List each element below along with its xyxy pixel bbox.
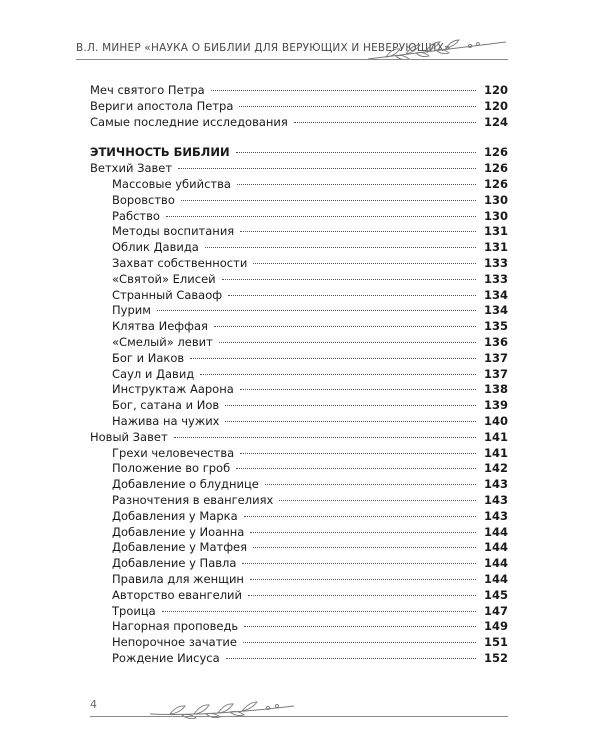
toc-entry-page: 147	[483, 603, 508, 618]
page-number: 4	[90, 698, 97, 711]
toc-entry-title: Разночтения в евангелиях	[112, 492, 274, 507]
toc-entry[interactable]	[90, 446, 508, 462]
dot-leader	[228, 295, 476, 296]
toc-entry-page: 140	[483, 413, 508, 428]
laurel-sprig-icon	[144, 698, 304, 722]
toc-entry-title: Добавление у Павла	[112, 556, 237, 571]
footer-rule	[90, 716, 508, 717]
subsection-page: 141	[483, 429, 508, 444]
toc-entry[interactable]	[90, 588, 508, 604]
toc-entry[interactable]	[90, 414, 508, 430]
toc-entry-page: 144	[483, 556, 508, 571]
toc-entry-page: 134	[483, 303, 508, 318]
page-footer	[90, 694, 508, 724]
toc-entry-title: Рождение Иисуса	[112, 650, 220, 665]
dot-leader	[244, 516, 476, 517]
toc-entry-page: 143	[483, 508, 508, 523]
dot-leader	[174, 437, 476, 438]
toc-entry[interactable]	[90, 651, 508, 667]
toc-entry-page: 136	[483, 334, 508, 349]
toc-entry-page: 137	[483, 350, 508, 365]
toc-entry-page: 143	[483, 477, 508, 492]
toc-entry-page: 131	[483, 240, 508, 255]
toc-entry-page: 135	[483, 319, 508, 334]
dot-leader	[250, 532, 476, 533]
toc-entry-title: Бог, сатана и Иов	[112, 398, 220, 413]
toc-entry-page: 134	[483, 287, 508, 302]
toc-entry-page: 120	[483, 98, 508, 113]
dot-leader	[200, 374, 476, 375]
toc-entry[interactable]	[90, 509, 508, 525]
dot-leader	[222, 279, 476, 280]
toc-entry-page: 131	[483, 224, 508, 239]
dot-leader	[242, 563, 476, 564]
toc-entry-page: 144	[483, 524, 508, 539]
toc-entry-page: 137	[483, 366, 508, 381]
toc-entry-page: 133	[483, 255, 508, 270]
toc-entry[interactable]	[90, 240, 508, 256]
dot-leader	[178, 168, 476, 169]
dot-leader	[181, 200, 476, 201]
toc-entry-title: Воровство	[112, 192, 175, 207]
toc-entry-title: Грехи человечества	[112, 445, 235, 460]
toc-entry-title: Добавление у Иоанна	[112, 524, 245, 539]
toc-entry-title: Странный Саваоф	[112, 287, 223, 302]
toc-entry[interactable]	[90, 335, 508, 351]
dot-leader	[294, 122, 476, 123]
dot-leader	[236, 468, 476, 469]
toc-entry-title: Троица	[112, 603, 156, 618]
toc-entry-title: Пурим	[112, 303, 151, 318]
dot-leader	[265, 484, 476, 485]
toc-entry-page: 124	[483, 114, 508, 129]
toc-entry[interactable]	[90, 604, 508, 620]
dot-leader	[237, 184, 476, 185]
toc-entry[interactable]	[90, 288, 508, 304]
toc-subsection-new-testament[interactable]	[90, 430, 508, 446]
dot-leader	[240, 231, 476, 232]
toc-entry-page: 130	[483, 208, 508, 223]
toc-entry-page: 151	[483, 635, 508, 650]
toc-entry[interactable]	[90, 193, 508, 209]
dot-leader	[225, 405, 476, 406]
toc-entry-title: Инструктаж Аарона	[112, 382, 234, 397]
toc-entry[interactable]	[90, 319, 508, 335]
toc-entry-title: Авторство евангелий	[112, 587, 243, 602]
toc-entry[interactable]	[90, 303, 508, 319]
toc-entry[interactable]	[90, 351, 508, 367]
toc-entry-title: Добавление о блуднице	[112, 477, 259, 492]
dot-leader	[236, 152, 476, 153]
toc-entry-page: 142	[483, 461, 508, 476]
toc-entry[interactable]	[90, 83, 508, 99]
dot-leader	[279, 500, 476, 501]
dot-leader	[225, 421, 476, 422]
toc-entry-title: Методы воспитания	[112, 224, 235, 239]
toc-entry-title: Самые последние исследования	[90, 114, 288, 129]
subsection-title: Новый Завет	[90, 429, 168, 444]
toc-entry-title: Клятва Иеффая	[112, 319, 208, 334]
dot-leader	[240, 389, 476, 390]
toc-entry-title: Добавления у Марка	[112, 508, 238, 523]
dot-leader	[214, 326, 476, 327]
toc-entry-title: Нагорная проповедь	[112, 619, 239, 634]
toc-entry-page: 149	[483, 619, 508, 634]
toc-entry-page: 141	[483, 445, 508, 460]
toc-entry[interactable]	[90, 99, 508, 115]
dot-leader	[250, 579, 476, 580]
dot-leader	[205, 247, 476, 248]
dot-leader	[248, 595, 476, 596]
toc-entry[interactable]	[90, 256, 508, 272]
header-rule	[76, 59, 508, 60]
toc-entry[interactable]	[90, 556, 508, 572]
toc-entry[interactable]	[90, 572, 508, 588]
toc-entry-title: Нажива на чужих	[112, 413, 220, 428]
toc-entry-title: Захват собственности	[112, 255, 248, 270]
old-testament-entries	[90, 177, 508, 430]
table-of-contents	[90, 83, 508, 667]
toc-entry-page: 144	[483, 540, 508, 555]
toc-entry-title: Саул и Давид	[112, 366, 195, 381]
toc-entry-title: «Святой» Елисей	[112, 271, 216, 286]
running-title: В.Л. МИНЕР «НАУКА О БИБЛИИ ДЛЯ ВЕРУЮЩИХ И НЕВЕРУЮЩИХ»	[76, 42, 451, 54]
toc-entry-page: 133	[483, 271, 508, 286]
toc-entry-title: Непорочное зачатие	[112, 635, 237, 650]
dot-leader	[211, 90, 476, 91]
toc-entry-page: 126	[483, 176, 508, 191]
toc-entry-page: 152	[483, 650, 508, 665]
toc-entry[interactable]	[90, 272, 508, 288]
dot-leader	[253, 547, 476, 548]
toc-entry[interactable]	[90, 398, 508, 414]
toc-entry-title: Массовые убийства	[112, 176, 231, 191]
page-header	[76, 38, 508, 62]
dot-leader	[244, 626, 476, 627]
toc-entry[interactable]	[90, 540, 508, 556]
toc-entry-page: 144	[483, 571, 508, 586]
toc-entry-title: Рабство	[112, 208, 160, 223]
dot-leader	[190, 358, 476, 359]
toc-entry-page: 145	[483, 587, 508, 602]
subsection-title: Ветхий Завет	[90, 161, 173, 176]
toc-entry[interactable]	[90, 177, 508, 193]
new-testament-entries	[90, 446, 508, 667]
toc-entry-title: Облик Давида	[112, 240, 199, 255]
toc-entry[interactable]	[90, 477, 508, 493]
toc-entry[interactable]	[90, 461, 508, 477]
toc-section-heading[interactable]	[90, 145, 508, 161]
toc-entry-title: Вериги апостола Петра	[90, 98, 234, 113]
section-title: ЭТИЧНОСТЬ БИБЛИИ	[90, 145, 230, 160]
toc-entry[interactable]	[90, 635, 508, 651]
toc-subsection-old-testament[interactable]	[90, 161, 508, 177]
toc-entry-page: 130	[483, 192, 508, 207]
toc-entry-title: Бог и Иаков	[112, 350, 185, 365]
toc-entry-page: 120	[483, 83, 508, 97]
dot-leader	[239, 106, 476, 107]
dot-leader	[253, 263, 476, 264]
toc-entry[interactable]	[90, 525, 508, 541]
toc-entry[interactable]	[90, 224, 508, 240]
toc-entry[interactable]	[90, 115, 508, 131]
section-page: 126	[483, 145, 508, 160]
toc-entry-title: Положение во гроб	[112, 461, 231, 476]
dot-leader	[166, 216, 476, 217]
toc-entry[interactable]	[90, 493, 508, 509]
dot-leader	[162, 611, 476, 612]
toc-entry[interactable]	[90, 619, 508, 635]
toc-entry-title: Добавление у Матфея	[112, 540, 248, 555]
dot-leader	[240, 453, 476, 454]
toc-entry-title: Правила для женщин	[112, 571, 244, 586]
toc-entry-page: 138	[483, 382, 508, 397]
toc-entry[interactable]	[90, 382, 508, 398]
subsection-page: 126	[483, 161, 508, 176]
dot-leader	[219, 342, 476, 343]
toc-entry-title: «Смелый» левит	[112, 334, 213, 349]
dot-leader	[243, 642, 476, 643]
section-gap	[90, 130, 508, 145]
toc-entry-title: Меч святого Петра	[90, 83, 205, 97]
toc-entry[interactable]	[90, 367, 508, 383]
dot-leader	[226, 658, 476, 659]
toc-entry-page: 143	[483, 492, 508, 507]
dot-leader	[157, 310, 476, 311]
toc-entry[interactable]	[90, 209, 508, 225]
toc-entry-page: 139	[483, 398, 508, 413]
